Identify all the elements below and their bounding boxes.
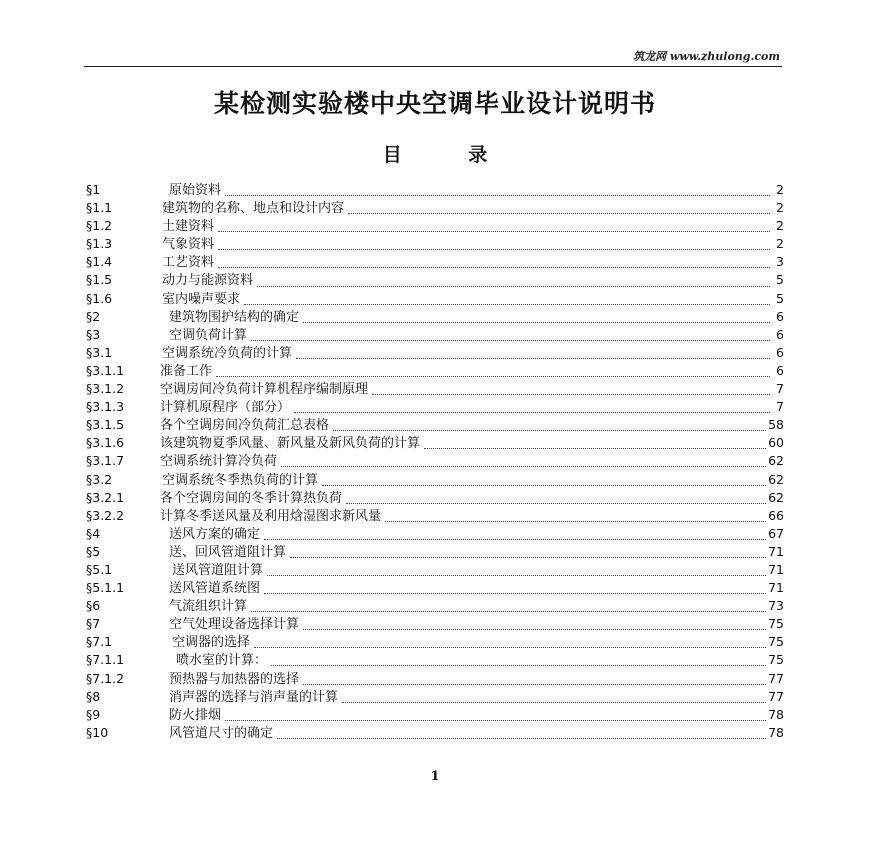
toc-leader-dots <box>303 673 766 685</box>
toc-entry-number: §3.2 <box>86 471 113 487</box>
toc-leader-dots <box>251 329 770 341</box>
toc-entry-number: §3 <box>86 326 101 342</box>
toc-leader-dots <box>342 691 766 703</box>
document-title: 某检测实验楼中央空调毕业设计说明书 <box>213 89 656 118</box>
toc-entry-page: 78 <box>768 724 784 740</box>
toc-entry[interactable] <box>86 670 784 688</box>
toc-entry[interactable] <box>86 290 784 308</box>
toc-entry[interactable] <box>86 344 784 362</box>
toc-entry-title: 消声器的选择与消声量的计算 <box>169 689 339 705</box>
toc-entry-page: 71 <box>768 543 784 559</box>
toc-leader-dots <box>254 636 766 648</box>
toc-entry-page: 6 <box>776 326 784 342</box>
toc-entry-title: 送、回风管道阻计算 <box>169 544 287 560</box>
toc-leader-dots <box>290 546 766 558</box>
toc-entry-title: 送风方案的确定 <box>169 526 261 542</box>
toc-leader-dots <box>244 293 770 305</box>
toc-entry-number: §5.1 <box>86 561 113 577</box>
toc-entry-number: §1.2 <box>86 218 113 234</box>
toc-entry-page: 3 <box>776 254 784 270</box>
toc-entry-title: 工艺资料 <box>162 255 215 271</box>
toc-entry-title: 该建筑物夏季风量、新风量及新风负荷的计算 <box>160 436 421 452</box>
toc-leader-dots <box>218 220 770 232</box>
toc-leader-dots <box>251 600 766 612</box>
toc-leader-dots <box>385 510 766 522</box>
toc-leader-dots <box>281 455 766 467</box>
toc-entry-title: 风管道尺寸的确定 <box>169 725 274 741</box>
toc-entry-title: 空调系统冬季热负荷的计算 <box>162 472 319 488</box>
toc-entry-title: 空调系统计算冷负荷 <box>160 454 278 470</box>
toc-entry[interactable] <box>86 434 784 452</box>
toc-entry-page: 2 <box>776 236 784 252</box>
toc-entry[interactable] <box>86 217 784 235</box>
toc-entry-number: §7.1.1 <box>86 652 125 668</box>
toc-leader-dots <box>372 383 770 395</box>
toc-leader-dots <box>264 528 766 540</box>
header-brand: 筑龙网 www.zhulong.com <box>633 50 780 63</box>
toc-leader-dots <box>346 492 766 504</box>
toc-leader-dots <box>322 474 766 486</box>
toc-entry-page: 62 <box>768 489 784 505</box>
toc-entry[interactable] <box>86 525 784 543</box>
toc-entry-number: §7.1 <box>86 634 113 650</box>
toc-leader-dots <box>264 582 766 594</box>
toc-entry-title: 计算冬季送风量及利用焓湿图求新风量 <box>160 508 382 524</box>
toc-leader-dots <box>218 256 770 268</box>
toc-entry-number: §3.1.7 <box>86 453 125 469</box>
toc-entry-number: §3.2.2 <box>86 507 125 523</box>
toc-leader-dots <box>225 184 770 196</box>
toc-entry[interactable] <box>86 561 784 579</box>
toc-entry-page: 78 <box>768 706 784 722</box>
page-header <box>84 44 782 67</box>
toc-entry[interactable] <box>86 398 784 416</box>
toc-entry[interactable] <box>86 380 784 398</box>
toc-entry-number: §9 <box>86 706 101 722</box>
toc-entry[interactable] <box>86 253 784 271</box>
toc-entry-page: 2 <box>776 218 784 234</box>
toc-leader-dots <box>218 238 770 250</box>
toc-entry-title: 送风管道系统图 <box>169 581 261 597</box>
toc-leader-dots <box>216 365 770 377</box>
toc-entry-number: §3.1.1 <box>86 362 125 378</box>
toc-entry-title: 原始资料 <box>169 183 222 198</box>
toc-entry-number: §3.1 <box>86 344 113 360</box>
toc-entry-page: 77 <box>768 670 784 686</box>
toc-entry[interactable] <box>86 199 784 217</box>
toc-entry-page: 2 <box>776 200 784 216</box>
toc-leader-dots <box>303 311 770 323</box>
toc-entry-page: 7 <box>776 399 784 415</box>
toc-entry-page: 6 <box>776 362 784 378</box>
toc-entry[interactable] <box>86 579 784 597</box>
toc-entry[interactable] <box>86 597 784 615</box>
toc-entry[interactable] <box>86 271 784 289</box>
toc-entry-number: §1.4 <box>86 254 113 270</box>
toc-entry-title: 空调负荷计算 <box>169 327 248 343</box>
toc-entry-number: §3.1.2 <box>86 381 125 397</box>
table-of-contents <box>86 181 784 742</box>
toc-entry-title: 空气处理设备选择计算 <box>169 617 300 633</box>
toc-entry[interactable] <box>86 489 784 507</box>
toc-entry-title: 各个空调房间的冬季计算热负荷 <box>160 490 343 506</box>
toc-entry[interactable] <box>86 724 784 742</box>
toc-entry[interactable] <box>86 688 784 706</box>
toc-entry[interactable] <box>86 416 784 434</box>
toc-entry-number: §3.2.1 <box>86 489 125 505</box>
toc-leader-dots <box>294 401 770 413</box>
toc-entry-title: 准备工作 <box>160 363 213 379</box>
toc-entry[interactable] <box>86 452 784 470</box>
toc-leader-dots <box>271 654 766 666</box>
toc-leader-dots <box>277 727 766 739</box>
toc-entry-title: 喷水室的计算： <box>176 653 268 669</box>
toc-entry-page: 7 <box>776 381 784 397</box>
toc-entry[interactable] <box>86 651 784 669</box>
toc-entry[interactable] <box>86 507 784 525</box>
toc-entry-title: 计算机原程序（部分） <box>160 400 291 416</box>
toc-entry-number: §1.1 <box>86 200 113 216</box>
toc-entry-page: 62 <box>768 453 784 469</box>
toc-heading: 目 录 <box>382 144 488 166</box>
toc-entry[interactable] <box>86 308 784 326</box>
toc-entry-number: §5.1.1 <box>86 580 125 596</box>
toc-entry-title: 预热器与加热器的选择 <box>169 671 300 687</box>
toc-entry-number: §3.1.6 <box>86 435 125 451</box>
toc-entry-number: §4 <box>86 525 101 541</box>
toc-entry-title: 空调房间冷负荷计算机程序编制原理 <box>160 382 369 398</box>
toc-entry[interactable] <box>86 181 784 199</box>
toc-entry-number: §10 <box>86 724 109 740</box>
toc-entry-page: 71 <box>768 580 784 596</box>
toc-entry-number: §8 <box>86 688 101 704</box>
toc-entry-number: §3.1.3 <box>86 399 125 415</box>
toc-entry-number: §7 <box>86 616 101 632</box>
toc-leader-dots <box>424 437 766 449</box>
toc-entry-title: 建筑物的名称、地点和设计内容 <box>162 201 345 217</box>
toc-entry[interactable] <box>86 615 784 633</box>
toc-entry-page: 5 <box>776 272 784 288</box>
toc-leader-dots <box>333 419 766 431</box>
toc-entry-page: 2 <box>776 182 784 197</box>
toc-entry-number: §5 <box>86 543 101 559</box>
toc-entry-title: 动力与能源资料 <box>162 273 254 289</box>
toc-entry-page: 71 <box>768 561 784 577</box>
toc-entry-page: 77 <box>768 688 784 704</box>
toc-entry-title: 各个空调房间冷负荷汇总表格 <box>160 418 330 434</box>
toc-entry-number: §1.6 <box>86 290 113 306</box>
toc-leader-dots <box>267 564 766 576</box>
toc-entry-page: 73 <box>768 598 784 614</box>
toc-entry-page: 58 <box>768 417 784 433</box>
toc-entry-number: §3.1.5 <box>86 417 125 433</box>
toc-leader-dots <box>296 347 770 359</box>
toc-entry-number: §1 <box>86 182 101 197</box>
toc-entry-title: 气象资料 <box>162 237 215 253</box>
toc-leader-dots <box>225 709 766 721</box>
toc-entry-title: 空调系统冷负荷的计算 <box>162 345 293 361</box>
toc-entry-title: 建筑物围护结构的确定 <box>169 309 300 325</box>
toc-entry-title: 土建资料 <box>162 219 215 235</box>
toc-entry[interactable] <box>86 706 784 724</box>
page-number: 1 <box>430 769 440 784</box>
toc-entry[interactable] <box>86 326 784 344</box>
toc-entry-number: §1.3 <box>86 236 113 252</box>
toc-leader-dots <box>257 275 770 287</box>
toc-entry[interactable] <box>86 471 784 489</box>
toc-entry[interactable] <box>86 633 784 651</box>
toc-entry-page: 66 <box>768 507 784 523</box>
toc-entry-title: 空调器的选择 <box>172 635 251 651</box>
toc-entry-number: §7.1.2 <box>86 670 125 686</box>
toc-entry-title: 气流组织计算 <box>169 599 248 615</box>
toc-entry-number: §1.5 <box>86 272 113 288</box>
toc-entry[interactable] <box>86 543 784 561</box>
toc-leader-dots <box>348 202 770 214</box>
toc-entry-page: 75 <box>768 652 784 668</box>
toc-entry[interactable] <box>86 235 784 253</box>
toc-entry-title: 室内噪声要求 <box>162 291 241 307</box>
toc-entry-page: 60 <box>768 435 784 451</box>
toc-entry-page: 6 <box>776 344 784 360</box>
toc-entry-page: 67 <box>768 525 784 541</box>
toc-entry-number: §2 <box>86 308 101 324</box>
toc-entry-title: 送风管道阻计算 <box>172 562 264 578</box>
toc-leader-dots <box>303 618 766 630</box>
toc-entry-number: §6 <box>86 598 101 614</box>
toc-entry-title: 防火排烟 <box>169 707 222 723</box>
toc-entry-page: 5 <box>776 290 784 306</box>
toc-entry[interactable] <box>86 362 784 380</box>
toc-entry-page: 75 <box>768 616 784 632</box>
toc-entry-page: 62 <box>768 471 784 487</box>
toc-entry-page: 6 <box>776 308 784 324</box>
toc-entry-page: 75 <box>768 634 784 650</box>
